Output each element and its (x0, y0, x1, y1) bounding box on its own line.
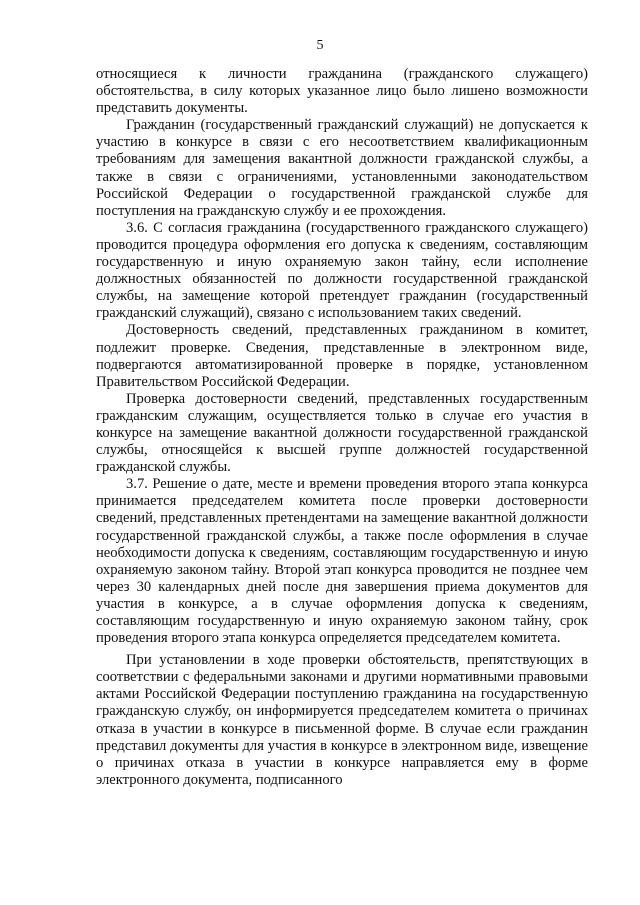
document-body (96, 66, 588, 789)
paragraph-civil-servant-verification: Проверка достоверности сведений, представленных государственным гражданским служащим, осуществляется только в случае его участия в конкурсе на замещение вакантной должности государственной гражданской службы, относящейся к высшей группе должностей государственной гражданской службы. (96, 390, 588, 476)
page-number: 5 (316, 38, 324, 53)
paragraph-refusal-notice: При установлении в ходе проверки обстоятельств, препятствующих в соответствии с федеральными законами и другими нормативными правовыми актами Российской Федерации поступлению гражданина на государственную гражданскую службу, он информируется председателем комитета о причинах отказа в участии в конкурсе в письменной форме. В случае если гражданин представил документы для участия в конкурсе в электронном виде, извещение о причинах отказа в участии в конкурсе направляется ему в форме электронного документа, подписанного (96, 652, 588, 788)
paragraph-verification: Достоверность сведений, представленных гражданином в комитет, подлежит проверке. Сведения, представленные в электронном виде, подвергаются автоматизированной проверке в порядке, установленном Правительством Российской Федерации. (96, 322, 588, 390)
paragraph-continuation: относящиеся к личности гражданина (гражданского служащего) обстоятельства, в силу которых указанное лицо было лишено возможности представить документы. (96, 66, 588, 117)
paragraph-admission-restrictions: Гражданин (государственный гражданский служащий) не допускается к участию в конкурсе в связи с его несоответствием квалификационным требованиям для замещения вакантной должности гражданской службы, а также в связи с ограничениями, установленными законодательством Российской Федерации о государственной гражданской службе для поступления на гражданскую службу и ее прохождения. (96, 117, 588, 219)
paragraph-3-7-second-stage: 3.7. Решение о дате, месте и времени проведения второго этапа конкурса принимается председателем комитета после проверки достоверности сведений, представленных претендентами на замещение вакантной должности государственной гражданской службы, а также после оформления в случае необходимости допуска к сведениям, составляющим государственную и иную охраняемую законом тайну. Второй этап конкурса проводится не позднее чем через 30 календарных дней после дня завершения приема документов для участия в конкурсе, а в случае оформления допуска к сведениям, составляющим государственную и иную охраняемую законом тайну, срок проведения второго этапа конкурса определяется председателем комитета. (96, 476, 588, 647)
paragraph-3-6-clearance: 3.6. С согласия гражданина (государственного гражданского служащего) проводится процедура оформления его допуска к сведениям, составляющим государственную и иную охраняемую закон тайну, если исполнение должностных обязанностей по должности государственной гражданской службы, на замещение которой претендует гражданин (государственный гражданский служащий), связано с использованием таких сведений. (96, 219, 588, 322)
